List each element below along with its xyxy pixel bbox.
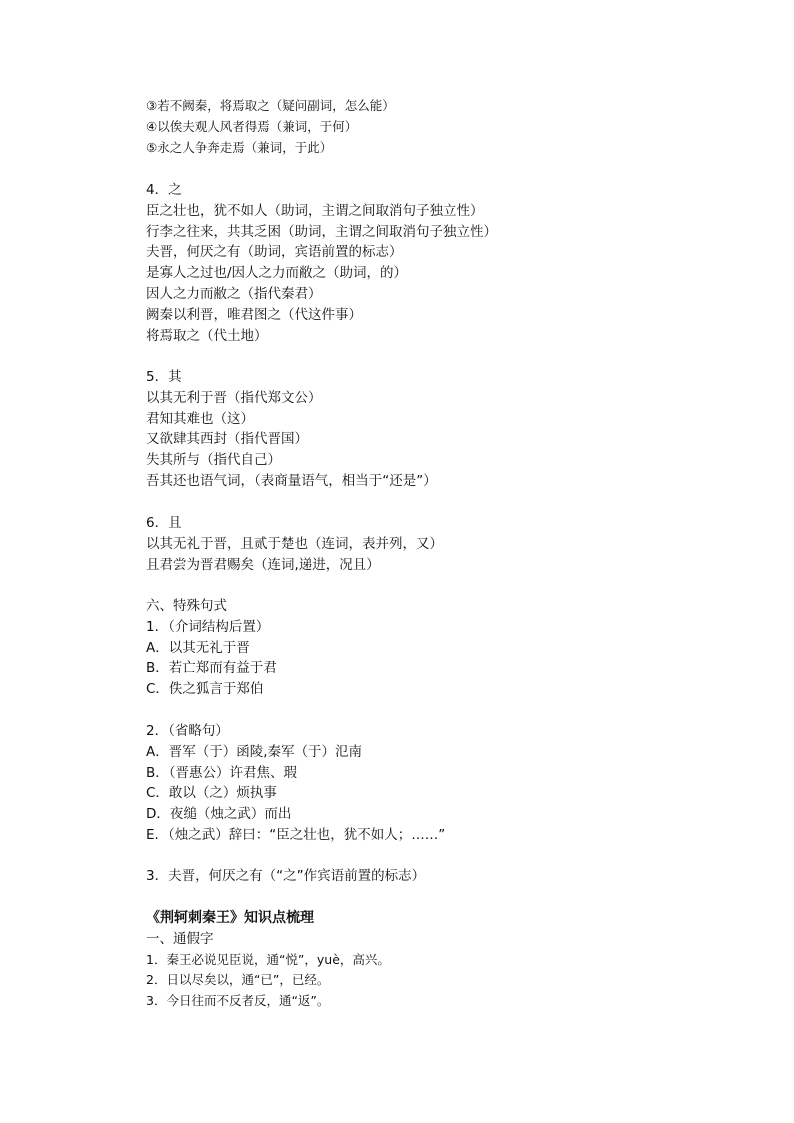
text-line: 失其所与（指代自己） xyxy=(146,452,281,469)
text-line: D．夜缒（烛之武）而出 xyxy=(146,806,292,823)
text-line: 因人之力而敝之（指代秦君） xyxy=(146,285,322,302)
text-line: B．若亡郑而有益于君 xyxy=(146,660,277,677)
section-zhi xyxy=(146,180,746,346)
section-heading: 一、通假字 xyxy=(146,930,214,947)
section-heading: 5．其 xyxy=(146,369,182,385)
text-line: 吾其还也语气词，（表商量语气，相当于“还是”） xyxy=(146,472,437,489)
text-line: 以其无利于晋（指代郑文公） xyxy=(146,389,322,406)
text-line: 以其无礼于晋，且贰于楚也（连词，表并列，又） xyxy=(146,535,443,552)
text-line: 3．今日往而不反者反，通“返”。 xyxy=(146,993,330,1009)
section-heading: 六、特殊句式 xyxy=(146,598,227,614)
section-qie xyxy=(146,513,746,575)
section-heading: 4．之 xyxy=(146,182,182,198)
text-line: B．（晋惠公）许君焦、瑕 xyxy=(146,764,298,781)
text-line: 夫晋，何厌之有（助词，宾语前置的标志） xyxy=(146,244,403,261)
text-line: 3．夫晋，何厌之有（“之”作宾语前置的标志） xyxy=(146,868,426,884)
section-special-omission xyxy=(146,721,746,846)
text-line: C．敢以（之）烦执事 xyxy=(146,785,277,802)
text-line: A．以其无礼于晋 xyxy=(146,639,250,656)
text-line: 君知其难也（这） xyxy=(146,410,254,427)
subsection-title: 1．（介词结构后置） xyxy=(146,618,270,635)
section-special-sentences xyxy=(146,596,746,700)
text-line: E．（烛之武）辞曰：“臣之壮也，犹不如人；……” xyxy=(146,826,446,843)
text-line: 1．秦王必说见臣说，通“悦”，yuè，高兴。 xyxy=(146,951,390,967)
text-line: 行李之往来，共其乏困（助词，主谓之间取消句子独立性） xyxy=(146,223,497,240)
text-line: 臣之壮也，犹不如人（助词，主谓之间取消句子独立性） xyxy=(146,202,484,219)
text-line: 阙秦以利晋，唯君图之（代这件事） xyxy=(146,306,362,323)
text-line: ⑤永之人争奔走焉（兼词，于此） xyxy=(146,139,333,155)
text-line: ④以俟夫观人风者得焉（兼词，于何） xyxy=(146,118,358,134)
text-line: 且君尝为晋君赐矣（连词,递进，况且） xyxy=(146,556,380,573)
text-line: 又欲肆其西封（指代晋国） xyxy=(146,431,308,448)
text-line: C．佚之狐言于郑伯 xyxy=(146,681,264,698)
text-line: ③若不阙秦，将焉取之（疑问副词，怎么能） xyxy=(146,98,395,113)
section-special-object-preposing xyxy=(146,866,746,887)
section-heading: 6．且 xyxy=(146,515,182,531)
section-jingke xyxy=(146,908,746,1012)
article-title: 《荆轲刺秦王》知识点梳理 xyxy=(146,910,314,926)
section-yan-tail xyxy=(146,96,746,158)
subsection-title: 2．（省略句） xyxy=(146,723,229,739)
section-qi xyxy=(146,367,746,492)
text-line: 2．日以尽矣以，通“已”，已经。 xyxy=(146,972,330,988)
text-line: A．晋军（于）函陵,秦军（于）氾南 xyxy=(146,743,363,760)
text-line: 是寡人之过也/因人之力而敝之（助词，的） xyxy=(146,265,408,282)
text-line: 将焉取之（代土地） xyxy=(146,327,268,344)
